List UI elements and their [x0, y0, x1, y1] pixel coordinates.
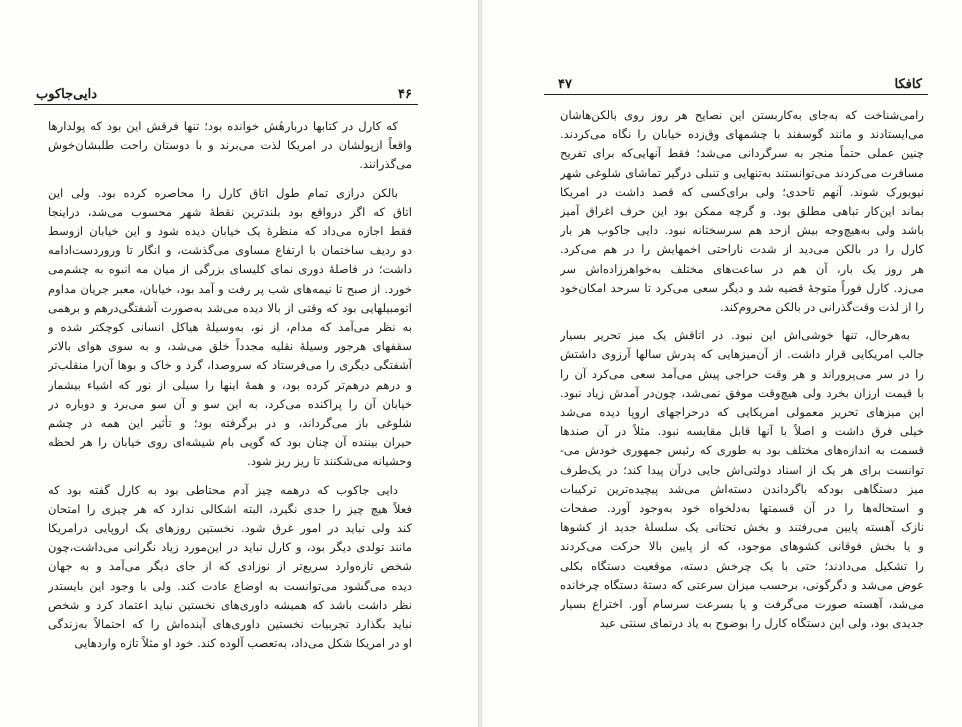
text-line: خورد. از صبح تا نیمه‌های شب پر رفت و آمد بود، خیابان، معبر جریان مداوم	[48, 281, 412, 296]
text-line: عوض می‌شد و دگرگونی، برحسب میزان سرعتی که دستهٔ دستگاه چرخانده	[560, 577, 924, 592]
text-line: را تشکیل می‌دادند؛ حتی با یک چرخش دسته، موقعیت دستگاه بکلی	[560, 558, 924, 573]
paragraph	[48, 481, 412, 654]
text-line: و یا بخش فوقانی کشوهای موجود، که از پایین بالا حرکت می‌کردند	[560, 539, 924, 554]
text-line: می‌ایستادند و مانند گوسفند با چشمهای وق‌زده خیابان را نگاه می‌کردند.	[560, 127, 924, 142]
text-line: سقفهای هرجور وسیلهٔ نقلیه مجدداً خلق می‌شد، و به سوی هوای بالاتر	[48, 339, 412, 354]
text-line: را از لذت وقت‌گذرانی در بالکن محروم‌کند.	[719, 300, 924, 315]
right-running-title: کافکا	[894, 77, 922, 92]
text-line: دو ردیف ساختمان با ارتفاع مساوی می‌گذشت، و انگار تا وروردست‌ادامه	[48, 243, 412, 258]
text-line: هر روز یک بار، آن هم در ساعت‌های مختلف به‌خواهرزاده‌اش سر	[560, 261, 924, 276]
text-line: خیابان آن را پراکنده می‌کرد، به این سو و آن سو می‌برد و دوباره در	[48, 396, 412, 411]
text-line: توانست برای هر یک از اسناد دولتی‌اش جایی درآن پیدا کند؛ در یک‌طرف	[560, 462, 924, 477]
text-line: رامی‌شناخت که به‌جای به‌کاربستن این نصایح هر روز روی بالکن‌هاشان	[560, 108, 924, 122]
left-header-rule	[34, 104, 418, 105]
text-line: کارل را در بالکن می‌دید از شدت ناراحتی اخمهایش را در هم می‌کرد.	[560, 242, 924, 257]
text-line: داشت؛ در فاصلهٔ دوری نمای کلیسای بزرگی از میان مه انبوه به چشم‌می‌	[48, 262, 412, 277]
text-line: فقط اجازه می‌داد که منظرهٔ یک خیابان دیده شود و این خیابان ازوسط	[48, 224, 412, 239]
text-line: نازک آهسته پایین می‌رفتند و بخش تحتانی یک سلسلهٔ جدید از کشوها	[560, 520, 924, 535]
text-line: و استحاله‌ها را در آن قسمتها به‌دلخواه خود به‌وجود آورد. صفحات	[560, 501, 924, 516]
text-line: شلوغی باز می‌گرداند، و در برگرفته بود؛ و تأثیر این همه در چشم	[48, 416, 412, 431]
text-line: جدیدی بود، ولی این دستگاه کارل را بوضوح به یاد درنمای سنتی عید	[599, 616, 924, 631]
text-line: می‌گذرانند.	[359, 157, 412, 172]
right-page-header	[558, 70, 922, 92]
text-line: بماند این‌کار تباهی مطلق بود. و گرچه ممکن بود این حرف اغراق آمیز	[560, 204, 924, 219]
text-line: شخص تازه‌وارد سریع‌تر از نوزادی که از جای دیگر می‌آمد و به جهان	[48, 559, 412, 574]
text-line: و درهم درهم‌تر کرده بود، و همهٔ اینها را سیلی از نور که اشیاء بیشمار	[48, 377, 412, 392]
left-running-title: دایی‌جاکوب	[36, 87, 97, 102]
text-line: کند ولی نباید در امور غرق شود. نخستین روزهای یک اروپایی درامریکا	[48, 521, 412, 536]
text-line: او در امریکا شکل می‌داد، به‌تعصب آلوده کند. خود او مثلاً تازه واردهایی	[74, 636, 412, 651]
text-line: مانند تولدی دیگر بود، و کارل نباید در این‌مورد زیاد نگرانی می‌داشت،چون	[48, 540, 412, 555]
text-line: اتاق که اگر درواقع بود بلندترین نقطهٔ شهر محسوب می‌شد، دراینجا	[48, 204, 412, 219]
text-line: فعلاً هیچ چیز را جدی نگیرد، البته اشکالی ندارد که هر چیزی را امتحان	[48, 501, 412, 516]
text-line: را در سر می‌پروراند و هر وقت حراجی پیش می‌آمد سعی می‌کرد آن را	[560, 366, 924, 381]
paragraph	[48, 184, 412, 472]
text-line: میز دستگاهی بودکه باگرداندن دسته‌اش می‌شد پیچیده‌ترین ترکیبات	[560, 481, 924, 496]
text-line: اتومبیلهایی بود که وقتی از بالا دیده می‌شد به‌صورت آشفتگی‌درهم و برهمی	[48, 300, 412, 315]
text-line: این میزهای تحریر معمولی امریکایی که درحراجهای اروپا دیده می‌شد	[560, 405, 924, 420]
text-line: که کارل در کتابها دربارهٔش خوانده بود؛ تنها فرقش این بود که پولدارها	[48, 119, 398, 133]
left-page-header	[36, 80, 412, 102]
text-line: باشد ولی به‌هیچ‌وجه بیش ازحد هم سرسختانه نبود. دایی جاکوب هر بار	[560, 223, 924, 238]
left-page-number: ۴۶	[398, 87, 412, 102]
right-body-text	[560, 106, 924, 633]
text-line: نباید بگذارد تجربیات نخستین داوری‌های آینده‌اش را که احتمالاً به‌زندگی	[48, 617, 412, 632]
text-line: مسافرت می‌کردند می‌توانستند به‌تنهایی و تنبلی درگیر تماشای شلوغی شهر	[560, 165, 924, 180]
text-line: واقعاً ازپولشان در امریکا لذت می‌برند و با دوستان راحت طلبشان‌خوش	[48, 138, 412, 153]
text-line: حیران بیننده آن چنان بود که گویی بام شیشه‌ای روی خیابان را هر لحظه	[48, 435, 412, 450]
right-header-rule	[544, 94, 928, 95]
left-page	[0, 0, 478, 727]
text-line: چنین عملی حتماً منجر به سرگردانی می‌شد؛ فقط آنهایی‌که برای تفریح	[560, 146, 924, 161]
text-line: به‌هرحال، تنها خوشی‌اش این نبود. در اتاقش یک میز تحریر بسیار	[560, 328, 910, 343]
right-page-number: ۴۷	[558, 77, 572, 92]
paragraph	[560, 106, 924, 317]
text-line: دایی جاکوب که درهمه چیز آدم محتاطی بود به کارل گفته بود که	[48, 482, 398, 497]
text-line: نیویورک شوند. آنهم تاحدی؛ ولی برای‌کسی که قصد داشت در امریکا	[560, 184, 924, 199]
text-line: بالکن درازی تمام طول اتاق کارل را محاصره کرده بود. ولی این	[48, 185, 398, 200]
paragraph	[48, 117, 412, 175]
text-line: نظر داشت باشد که همیشه داوری‌های نخستین نباید اعتماد کرد و شخص	[48, 597, 412, 612]
text-line: خیلی فرق داشت و اصلاً با آنها قابل مقایسه نبود. مثلاً در آن صندها	[560, 424, 924, 439]
text-line: دیده می‌گشود می‌توانست به اوضاع عادت کند. ولی با وجود این بایستدر	[48, 578, 412, 593]
text-line: به نظر می‌آمد که مدام، از نو، به‌وسیلهٔ هیاکل انسانی کوچکتر شده و	[48, 320, 412, 335]
text-line: آشفتگی دیگری را می‌فرستاد که سروصدا، گرد و خاک و بوها آن‌را منقلب‌تر	[48, 358, 412, 373]
text-line: جالب امریکایی قرار داشت. از آن‌میزهایی که پدرش سالها آرزوی داشتش	[560, 347, 924, 362]
left-body-text	[48, 117, 412, 653]
text-line: قسمت به اندازه‌های مختلف بود به طوری که رئیس جمهوری خودش می-	[560, 443, 924, 458]
text-line: می‌زد. کارل فوراً متوجهٔ قضیه شد و دیگر سعی می‌کرد تا سرحد امکان‌خود	[560, 280, 924, 295]
text-line: وحشیانه می‌شکنند تا ریز ریز شود.	[247, 454, 412, 469]
right-page	[482, 0, 962, 727]
text-line: می‌شد، آهسته صورت می‌گرفت و یا بسرعت سرسام آور. اختراع بسیار	[560, 597, 924, 612]
text-line: با قیمت ارزان بخرد ولی هیچ‌وقت موفق نمی‌شد، چون‌در آمدش زیاد نبود.	[560, 385, 924, 400]
paragraph	[560, 326, 924, 633]
